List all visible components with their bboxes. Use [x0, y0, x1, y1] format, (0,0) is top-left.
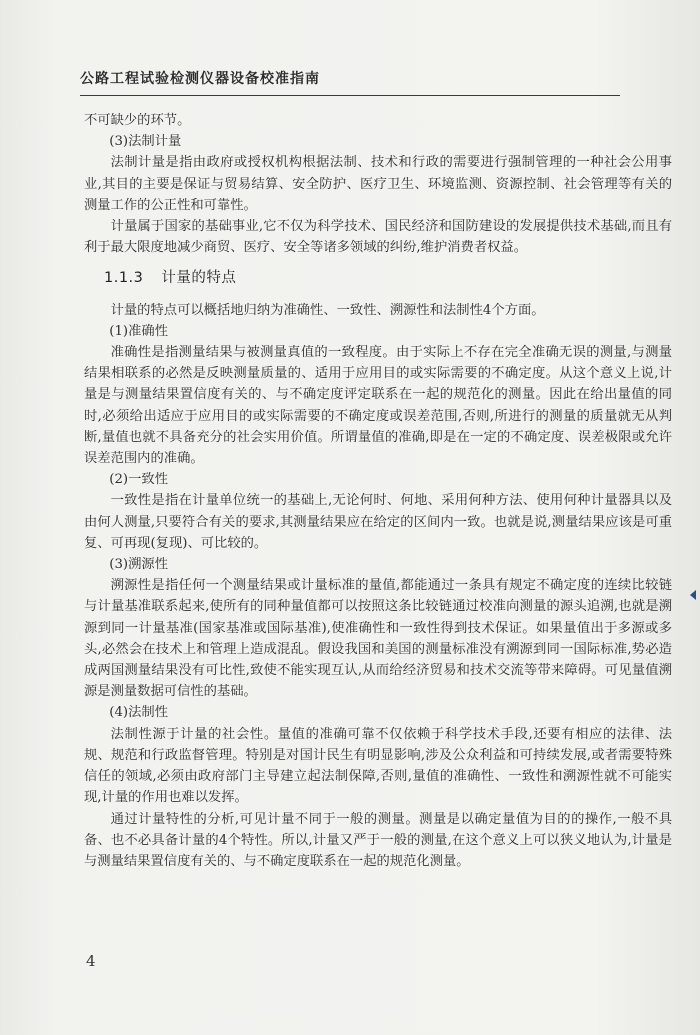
item-heading-accuracy: (1)准确性 [109, 323, 168, 339]
running-header: 公路工程试验检测仪器设备校准指南 [80, 71, 320, 87]
page-marker-icon [690, 590, 696, 600]
section-number: 1.1.3 [104, 270, 144, 287]
section-heading [104, 268, 672, 289]
header-rule [80, 95, 620, 96]
item-heading-legality: (4)法制性 [109, 705, 168, 721]
section-title: 计量的特点 [161, 270, 237, 287]
item-heading-legal-metrology: (3)法制计量 [109, 134, 182, 150]
page-body [84, 110, 672, 872]
paragraph: 法制性源于计量的社会性。量值的准确可靠不仅依赖于科学技术手段,还要有相应的法律、法规、规范和行政监督管理。特别是对国计民生有明显影响,涉及公众利益和可持续发展,或者需要特殊信任的领域,必须由政府部门主导建立起法制保障,否则,量值的准确性、一致性和溯源性就不可能实现,计量的作用也难以发挥。 [84, 726, 672, 806]
item-heading-traceability: (3)溯源性 [109, 557, 168, 573]
paragraph: 法制计量是指由政府或授权机构根据法制、技术和行政的需要进行强制管理的一种社会公用事业,其目的主要是保证与贸易结算、安全防护、医疗卫生、环境监测、资源控制、社会管理等有关的测量工作的公正性和可靠性。 [84, 155, 672, 213]
paragraph: 不可缺少的环节。 [84, 113, 191, 128]
paragraph: 溯源性是指任何一个测量结果或计量标准的量值,都能通过一条具有规定不确定度的连续比较链与计量基准联系起来,使所有的同种量值都可以按照这条比较链通过校准向测量的源头追溯,也就是溯源到同一计量基准(国家基准或国际基准),使准确性和一致性得到技术保证。如果量值出于多源或多头,必然会在技术上和管理上造成混乱。假设我国和美国的测量标准没有溯源到同一国际标准,势必造成两国测量结果没有可比性,致使不能实现互认,从而给经济贸易和技术交流等带来障碍。可见量值溯源是测量数据可信性的基础。 [84, 578, 672, 700]
page-number: 4 [86, 952, 96, 970]
paragraph: 准确性是指测量结果与被测量真值的一致程度。由于实际上不存在完全准确无误的测量,与测量结果相联系的必然是反映测量质量的、适用于应用目的或实际需要的不确定度。从这个意义上说,计量是与测量结果置信度有关的、与不确定度评定联系在一起的规范化的测量。因此在给出量值的同时,必须给出适应于应用目的或实际需要的不确定度或误差范围,否则,所进行的测量的质量就无从判断,量值也就不具备充分的社会实用价值。所谓量值的准确,即是在一定的不确定度、误差极限或允许误差范围内的准确。 [84, 345, 672, 467]
paragraph: 通过计量特性的分析,可见计量不同于一般的测量。测量是以确定量值为目的的操作,一般不具备、也不必具备计量的4个特性。所以,计量又严于一般的测量,在这个意义上可以狭义地认为,计量是与测量结果置信度有关的、与不确定度联系在一起的规范化测量。 [84, 811, 672, 869]
item-heading-consistency: (2)一致性 [109, 472, 168, 488]
paragraph: 计量的特点可以概括地归纳为准确性、一致性、溯源性和法制性4个方面。 [110, 302, 545, 318]
paragraph: 一致性是指在计量单位统一的基础上,无论何时、何地、采用何种方法、使用何种计量器具以及由何人测量,只要符合有关的要求,其测量结果应在给定的区间内一致。也就是说,测量结果应该是可重复、可再现(复现)、可比较的。 [84, 493, 672, 551]
paragraph: 计量属于国家的基础事业,它不仅为科学技术、国民经济和国防建设的发展提供技术基础,而且有利于最大限度地减少商贸、医疗、安全等诸多领域的纠纷,维护消费者权益。 [84, 219, 672, 256]
